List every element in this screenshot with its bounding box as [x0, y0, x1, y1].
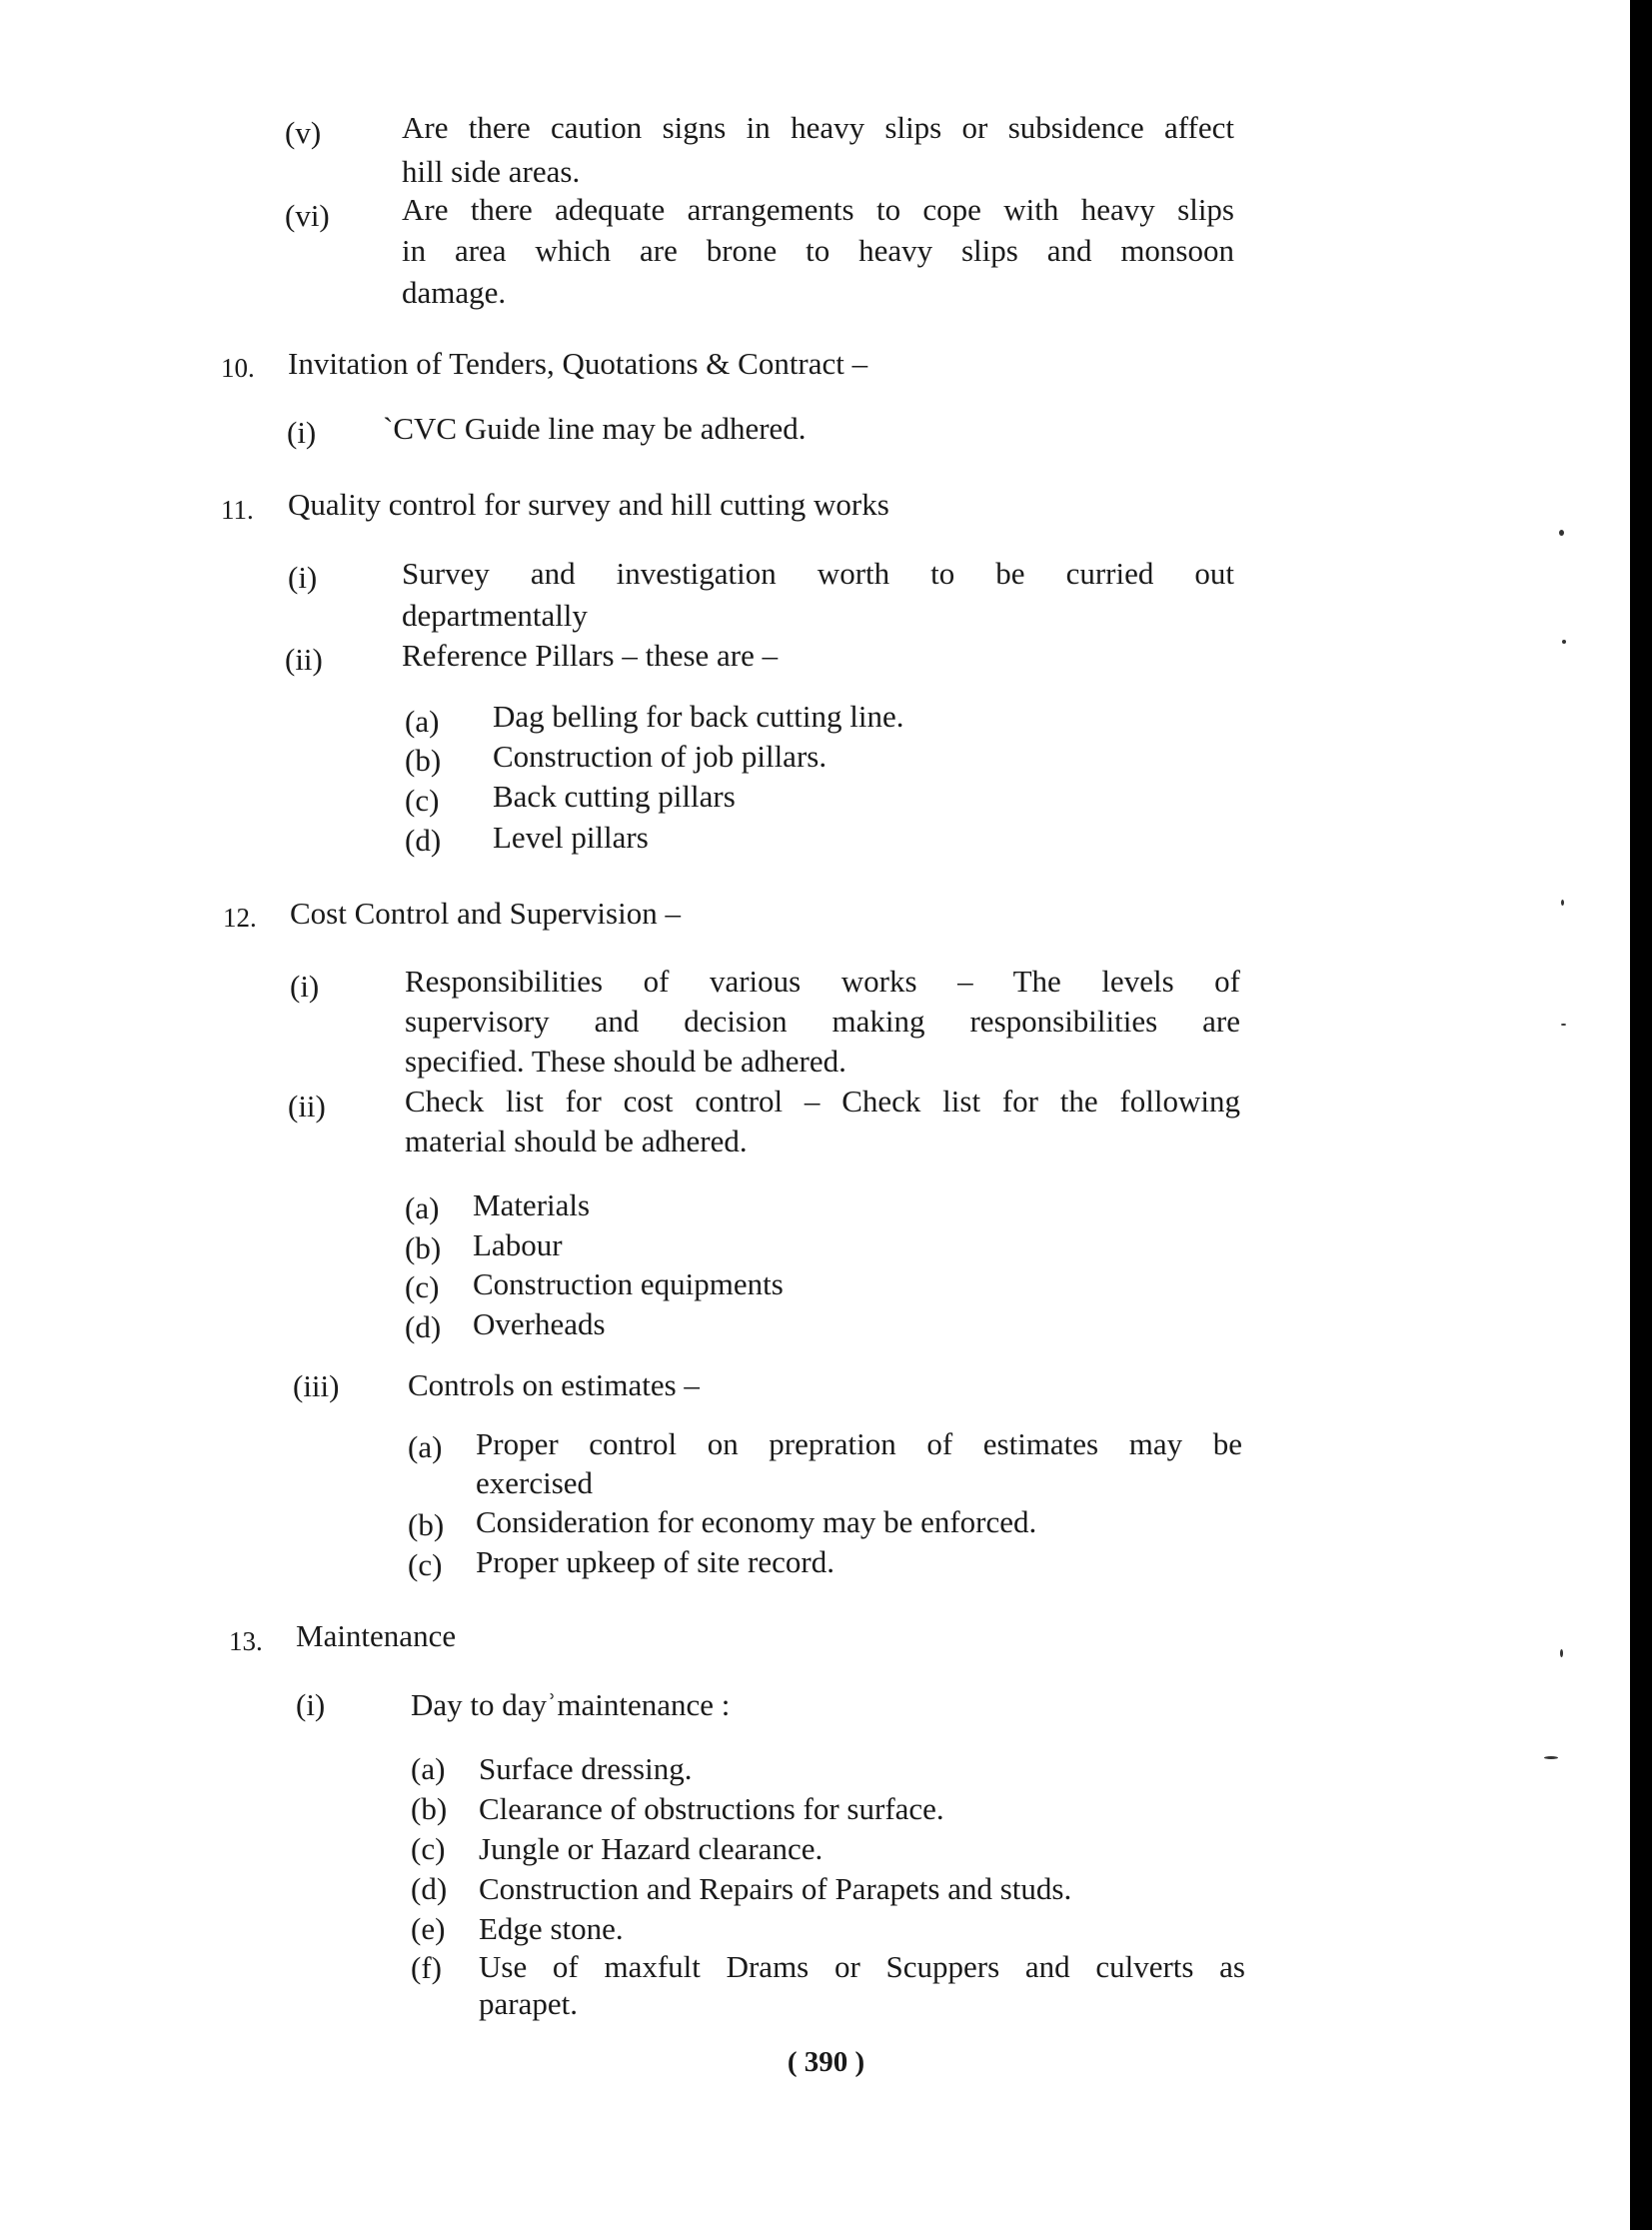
section-10-item-i-marker: (i): [287, 415, 317, 450]
text-v-line2: hill side areas.: [402, 154, 581, 189]
section-12-sub-a-text: Materials: [473, 1187, 591, 1222]
section-12-sub-a-marker: (a): [405, 1190, 440, 1225]
section-11-sub-c-text: Back cutting pillars: [493, 779, 736, 814]
section-12-sub-d-text: Overheads: [473, 1306, 606, 1341]
section-13-sub-a-marker: (a): [411, 1751, 446, 1786]
section-11-item-i-marker: (i): [288, 560, 318, 595]
section-11-sub-a-marker: (a): [405, 704, 440, 739]
section-12-sub-c-text: Construction equipments: [473, 1266, 784, 1301]
scan-speck: [1559, 530, 1564, 536]
section-13-sub-f-marker: (f): [411, 1950, 442, 1985]
scan-speck: [1561, 900, 1564, 906]
section-12-item-i-marker: (i): [290, 969, 320, 1004]
section-13-item-i-marker: (i): [296, 1687, 326, 1722]
scan-speck: [1560, 1649, 1563, 1657]
section-10-number: 10.: [221, 353, 255, 383]
section-12-sub-b-text: Labour: [473, 1227, 563, 1262]
section-12-iii-sub-c-marker: (c): [408, 1547, 443, 1582]
text-vi-line3: damage.: [402, 275, 507, 310]
section-11-sub-a-text: Dag belling for back cutting line.: [493, 699, 904, 734]
section-11-item-i-line1: Survey and investigation worth to be curried out: [402, 556, 1234, 591]
section-13-heading: Maintenance: [296, 1618, 457, 1653]
section-12-heading: Cost Control and Supervision –: [290, 896, 681, 931]
section-13-sub-b-marker: (b): [411, 1791, 448, 1826]
page-number: ( 390 ): [787, 2046, 865, 2078]
text-vi-line1: Are there adequate arrangements to cope with heavy slips: [402, 192, 1234, 227]
section-13-sub-c-text: Jungle or Hazard clearance.: [479, 1831, 824, 1866]
section-12-iii-sub-c-text: Proper upkeep of site record.: [476, 1544, 834, 1579]
section-12-iii-sub-a-line1: Proper control on prepration of estimates may be: [476, 1426, 1242, 1461]
scan-speck: [1561, 1024, 1566, 1026]
section-10-item-i-text: `CVC Guide line may be adhered.: [383, 411, 807, 446]
scan-edge: [1630, 0, 1652, 2230]
section-12-item-i-line3: specified. These should be adhered.: [405, 1044, 846, 1079]
section-13-item-i-text: Day to dayʾmaintenance :: [411, 1687, 731, 1722]
section-11-sub-b-marker: (b): [405, 743, 442, 778]
section-12-item-ii-line2: material should be adhered.: [405, 1123, 748, 1158]
section-12-item-i-line2: supervisory and decision making responsibilities are: [405, 1004, 1240, 1039]
section-13-sub-e-text: Edge stone.: [479, 1911, 624, 1946]
section-12-iii-sub-a-marker: (a): [408, 1429, 443, 1464]
section-11-sub-d-marker: (d): [405, 823, 442, 858]
section-11-item-i-line2: departmentally: [402, 598, 588, 633]
section-13-sub-c-marker: (c): [411, 1831, 446, 1866]
section-12-iii-sub-b-text: Consideration for economy may be enforced.: [476, 1504, 1037, 1539]
section-11-sub-d-text: Level pillars: [493, 820, 649, 855]
section-11-item-ii-marker: (ii): [285, 642, 323, 677]
section-11-number: 11.: [221, 495, 254, 525]
marker-v: (v): [285, 115, 322, 150]
section-12-item-iii-text: Controls on estimates –: [408, 1367, 700, 1402]
section-13-sub-b-text: Clearance of obstructions for surface.: [479, 1791, 944, 1826]
section-11-heading: Quality control for survey and hill cutting works: [288, 487, 889, 522]
scan-speck: [1544, 1756, 1558, 1759]
section-13-sub-f-line1: Use of maxfult Drams or Scuppers and culverts as: [479, 1949, 1245, 1984]
section-13-sub-f-line2: parapet.: [479, 1986, 578, 2021]
scan-speck: [1562, 640, 1566, 644]
section-13-number: 13.: [229, 1626, 263, 1656]
section-13-sub-d-marker: (d): [411, 1871, 448, 1906]
text-vi-line2: in area which are brone to heavy slips and monsoon: [402, 233, 1234, 268]
section-12-item-ii-marker: (ii): [288, 1089, 326, 1123]
section-12-item-ii-line1: Check list for cost control – Check list for the following: [405, 1084, 1240, 1118]
section-12-iii-sub-b-marker: (b): [408, 1507, 445, 1542]
section-12-sub-b-marker: (b): [405, 1230, 442, 1265]
section-13-sub-d-text: Construction and Repairs of Parapets and studs.: [479, 1871, 1072, 1906]
marker-vi: (vi): [285, 198, 330, 233]
section-11-sub-c-marker: (c): [405, 783, 440, 818]
section-10-heading: Invitation of Tenders, Quotations & Contract –: [288, 346, 868, 381]
section-13-sub-a-text: Surface dressing.: [479, 1751, 693, 1786]
section-12-item-i-line1: Responsibilities of various works – The levels of: [405, 964, 1240, 999]
section-11-sub-b-text: Construction of job pillars.: [493, 739, 827, 774]
text-v-line1: Are there caution signs in heavy slips or subsidence affect: [402, 110, 1234, 145]
section-12-sub-d-marker: (d): [405, 1309, 442, 1344]
section-13-sub-e-marker: (e): [411, 1911, 446, 1946]
section-12-item-iii-marker: (iii): [293, 1368, 340, 1403]
section-12-iii-sub-a-line2: exercised: [476, 1465, 594, 1500]
section-12-number: 12.: [223, 903, 257, 933]
section-11-item-ii-text: Reference Pillars – these are –: [402, 638, 779, 673]
section-12-sub-c-marker: (c): [405, 1269, 440, 1304]
